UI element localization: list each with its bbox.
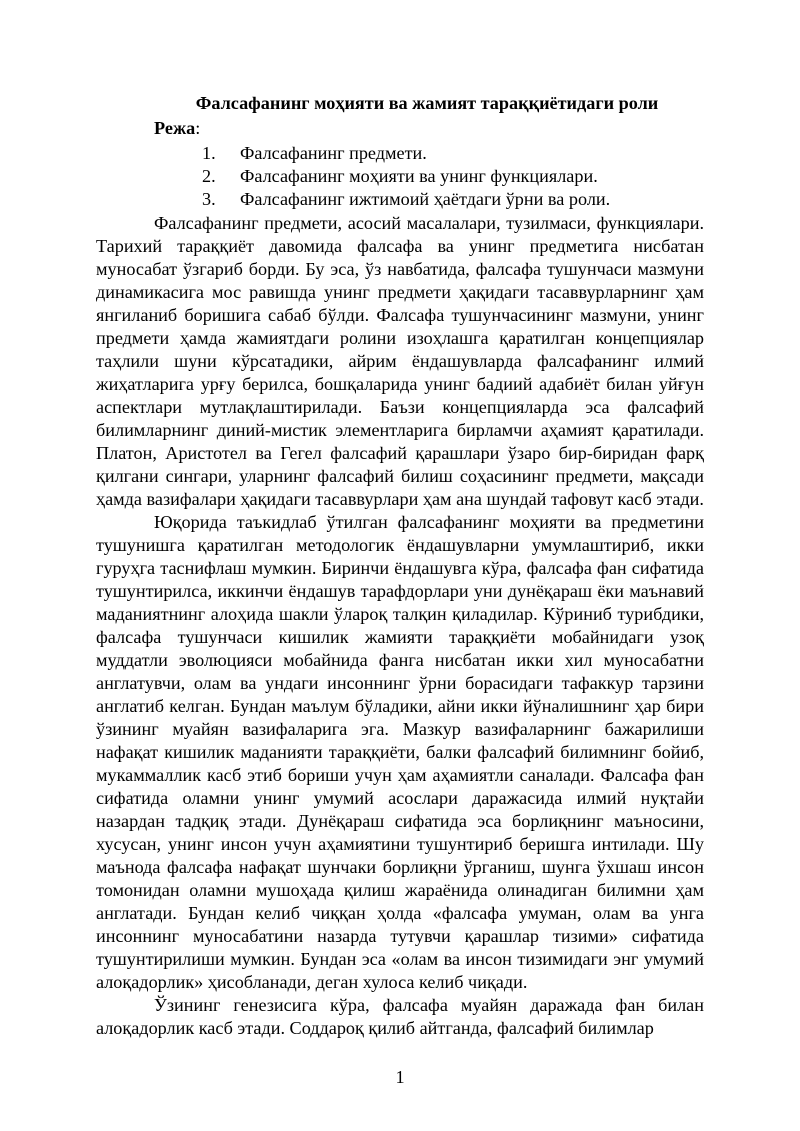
plan-item-number: 1. <box>202 143 216 163</box>
plan-item-text: Фалсафанинг ижтимоий ҳаётдаги ўрни ва роли. <box>240 189 611 210</box>
plan-colon: : <box>195 118 201 138</box>
document-page <box>96 92 704 1040</box>
page-number: 1 <box>395 1067 405 1087</box>
plan-item-number: 3. <box>202 189 216 210</box>
body-paragraph: Ўзининг генезисига кўра, фалсафа муайян даражада фан билан алоқадорлик касб этади. Соддароқ қилиб айтганда, фалсафий билимлар <box>96 994 704 1038</box>
plan-item <box>96 188 704 211</box>
body-paragraph: Фалсафанинг предмети, асосий масалалари, тузилмаси, функциялари. Тарихий тараққиёт давомида фалсафа ва унинг предметига нисбатан муносабат ўзгариб борди. Бу эса, ўз навбатида, фалсафа тушунчаси мазмуни динамикасига мос равишда унинг предмети ҳақидаги тасаввурларнинг ҳам янгиланиб боришига сабаб бўлди. Фалсафа тушунчасининг мазмуни, унинг предмети ҳамда жамиятдаги ролини изоҳлашга қаратилган концепциялар таҳлили шуни кўрсатадики, айрим ёндашувларда фалсафанинг илмий жиҳатларига урғу берилса, бошқаларида унинг бадиий адабиёт билан уйғун аспектлари мутлақлаштирилади. Баъзи концепцияларда эса фалсафий билимларнинг диний-мистик элементларига бирламчи аҳамият қаратилади. Платон, Аристотел ва Гегел фалсафий қарашлари ўзаро бир-биридан фарқ қилгани сингари, уларнинг фалсафий билиш соҳасининг предмети, мақсади ҳамда вазифалари ҳақидаги тасаввурлари ҳам ана шундай тафовут касб этади. <box>96 212 704 509</box>
plan-item-number: 2. <box>202 166 216 187</box>
plan-item <box>96 142 704 165</box>
plan-item-text: Фалсафанинг предмети. <box>240 143 427 163</box>
plan-item-text: Фалсафанинг моҳияти ва унинг функциялари. <box>240 166 598 187</box>
plan-label: Режа <box>154 118 196 138</box>
plan-heading <box>96 117 704 140</box>
body-paragraph: Юқорида таъкидлаб ўтилган фалсафанинг моҳияти ва предметини тушунишга қаратилган методологик ёндашувларни умумлаштириб, икки гуруҳга таснифлаш мумкин. Биринчи ёндашувга кўра, фалсафа фан сифатида тушунтирилса, иккинчи ёндашув тарафдорлари уни дунёқараш ёки маънавий маданиятнинг алоҳида шакли ўлароқ талқин қиладилар. Кўриниб турибдики, фалсафа тушунчаси кишилик жамияти тараққиёти мобайнидаги узоқ муддатли эволюцияси мобайнида фанга нисбатан икки хил муносабатни англатувчи, олам ва ундаги инсоннинг ўрни борасидаги тафаккур тарзини англатиб келган. Бундан маълум бўладики, айни икки йўналишнинг ҳар бири ўзининг муайян вазифаларига эга. Мазкур вазифаларнинг бажарилиши нафақат кишилик маданияти тараққиёти, балки фалсафий билимнинг бойиб, мукаммаллик касб этиб бориши учун ҳам аҳамиятли саналади. Фалсафа фан сифатида оламни унинг умумий асослари даражасида илмий нуқтайи назардан тадқиқ этади. Дунёқараш сифатида эса борлиқнинг маъносини, хусусан, унинг инсон учун аҳамиятини тушунтириб беришга интилади. Шу маънода фалсафа нафақат шунчаки борлиқни ўрганиш, шунга ўхшаш инсон томонидан оламни мушоҳада қилиш жараёнида олинадиган билимни ҳам англатади. Бундан келиб чиққан ҳолда «фалсафа умуман, олам ва унга инсоннинг муносабатини назарда тутувчи қарашлар тизими» сифатида тушунтирилиши мумкин. Бундан эса «олам ва инсон тизимидаги энг умумий алоқадорлик» ҳисобланади, деган хулоса келиб чиқади. <box>96 511 704 992</box>
plan-list <box>96 142 704 211</box>
document-title: Фалсафанинг моҳияти ва жамият тараққиётидаги роли <box>195 93 659 113</box>
plan-item <box>96 165 704 188</box>
